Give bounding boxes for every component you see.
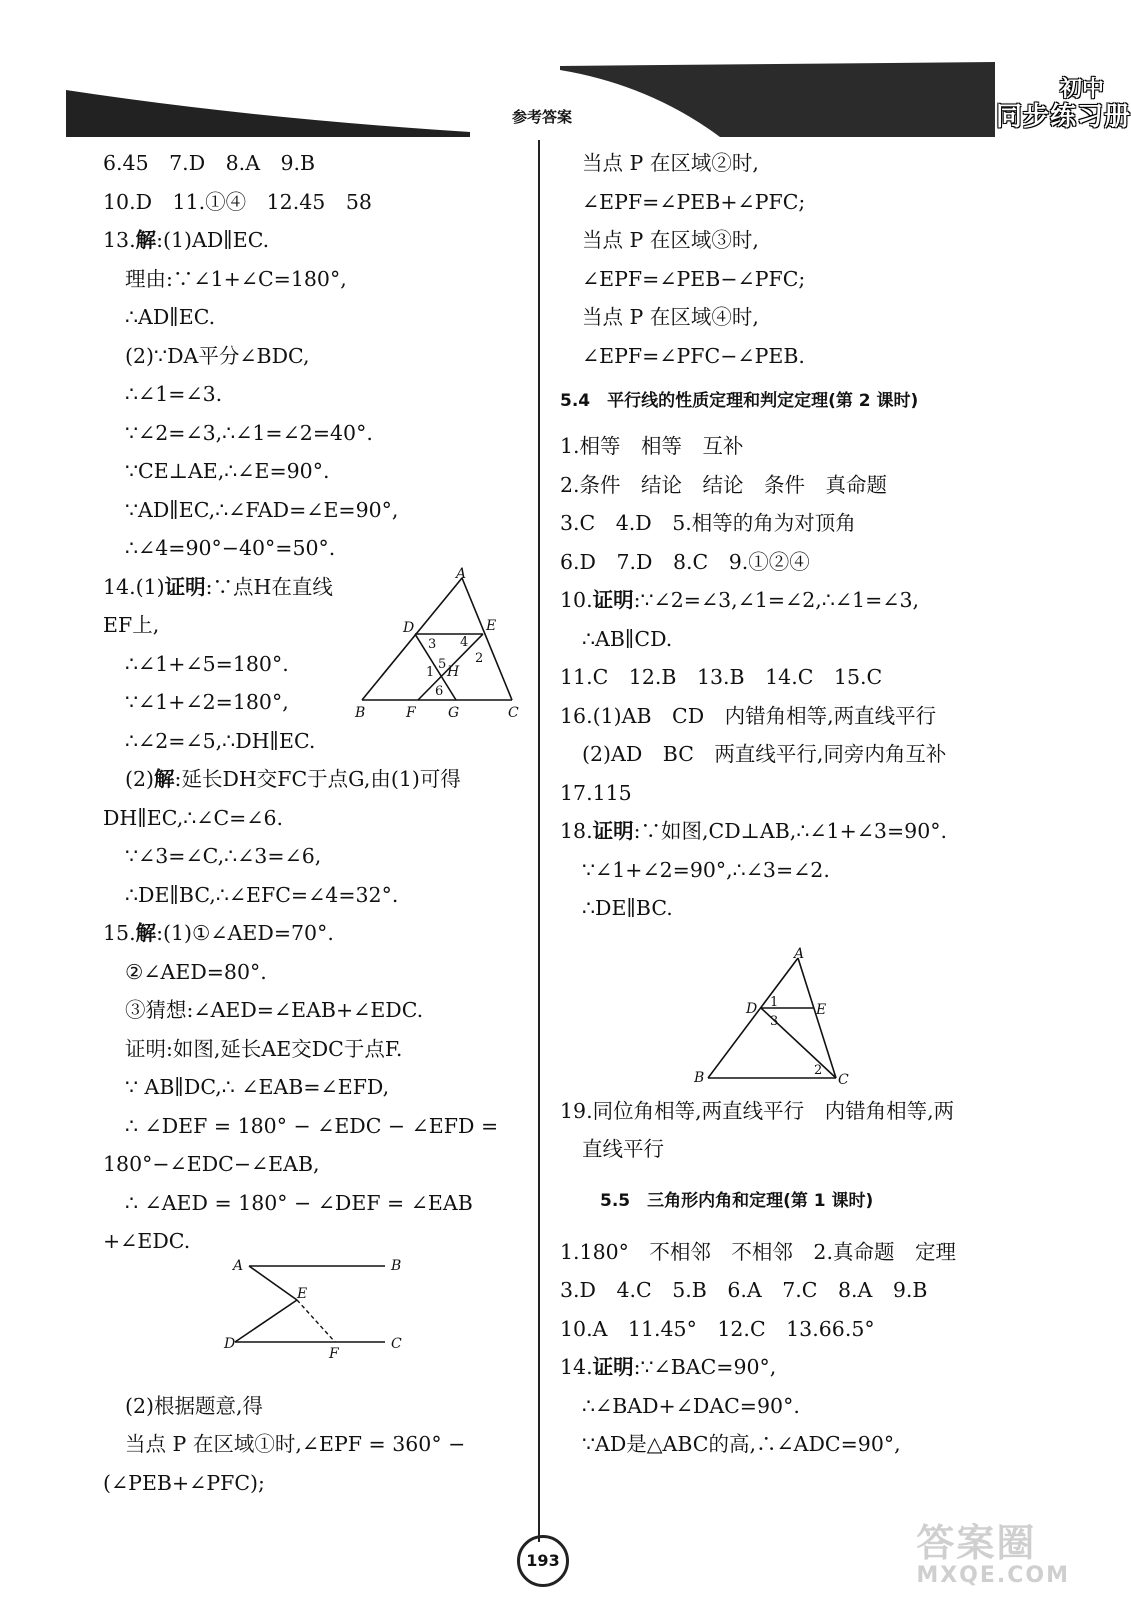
answer-line: ∵∠2=∠3,∴∠1=∠2=40°.	[125, 420, 373, 445]
angle-6: 6	[435, 684, 444, 699]
angle-3: 3	[770, 1014, 779, 1029]
brand-bottom: 同步练习册	[996, 102, 1131, 132]
label-D: D	[746, 1001, 758, 1017]
answer-line: 2.条件 结论 结论 条件 真命题	[560, 472, 888, 497]
answer-text: :∵点H在直线	[205, 574, 333, 599]
answer-line: ②∠AED=80°.	[125, 959, 267, 984]
answer-line: ∴AD∥EC.	[125, 305, 216, 329]
brand-top: 初中	[1060, 77, 1105, 102]
answer-line: ∴∠2=∠5,∴DH∥EC.	[125, 728, 316, 753]
solution-label: 解	[154, 767, 175, 791]
watermark-top: 答案圈	[916, 1521, 1037, 1565]
answer-line: ∴∠BAD+∠DAC=90°.	[582, 1393, 800, 1418]
answer-line: ∵AD∥EC,∴∠FAD=∠E=90°,	[125, 497, 399, 522]
answer-line: 6.D 7.D 8.C 9.①②④	[560, 549, 810, 574]
question-number: (2)	[125, 767, 155, 791]
label-D: D	[224, 1336, 236, 1352]
answer-text: :∵∠BAC=90°,	[633, 1355, 777, 1379]
answer-line: ∵CE⊥AE,∴∠E=90°.	[125, 459, 330, 483]
answer-line: ∵∠1+∠2=90°,∴∠3=∠2.	[582, 857, 830, 882]
label-E: E	[297, 1286, 308, 1302]
angle-2: 2	[814, 1063, 823, 1078]
answer-line	[560, 1348, 1030, 1387]
label-G: G	[448, 705, 460, 721]
answer-line: 11.C 12.B 13.B 14.C 15.C	[560, 665, 883, 689]
question-number: 10.	[560, 588, 593, 612]
label-B: B	[391, 1258, 402, 1274]
answer-line: ∴DE∥BC,∴∠EFC=∠4=32°.	[125, 882, 399, 907]
right-column	[560, 144, 1030, 1464]
answer-text: :延长DH交FC于点G,由(1)可得	[174, 767, 461, 791]
label-C: C	[391, 1336, 402, 1352]
answer-line: ∠EPF=∠PEB+∠PFC;	[582, 189, 806, 214]
triangle-figure-q14	[350, 566, 530, 724]
answer-line: ∵∠1+∠2=180°,	[125, 690, 289, 714]
answer-line: (2)根据题意,得	[125, 1393, 264, 1418]
answer-line: ∴∠1+∠5=180°.	[125, 651, 289, 676]
answer-line: ∵ AB∥DC,∴ ∠EAB=∠EFD,	[125, 1075, 390, 1099]
answer-line: ∴DE∥BC.	[582, 896, 673, 920]
label-A: A	[794, 946, 805, 962]
solution-label: 解	[135, 228, 157, 252]
answer-text: :(1)AD∥EC.	[156, 228, 270, 252]
label-B: B	[355, 705, 366, 721]
angle-1: 1	[426, 665, 435, 680]
answer-line: +∠EDC.	[103, 1229, 191, 1253]
answer-line: ∴∠1=∠3.	[125, 382, 223, 406]
label-C: C	[508, 705, 519, 721]
answer-line: ∴ ∠AED = 180° − ∠DEF = ∠EAB	[125, 1190, 473, 1215]
proof-label: 证明	[592, 819, 634, 843]
answer-line: ∵∠3=∠C,∴∠3=∠6,	[125, 844, 322, 868]
answer-text: :∵∠2=∠3,∠1=∠2,∴∠1=∠3,	[633, 588, 919, 612]
watermark-bottom: MXQE.COM	[916, 1563, 1070, 1588]
question-number: 14.	[560, 1355, 593, 1379]
answer-line: 当点 P 在区域②时,	[582, 151, 759, 175]
angle-3: 3	[428, 637, 437, 652]
parallel-lines-figure-q15	[225, 1254, 415, 1360]
header-decoration	[0, 0, 1084, 150]
section-title: 5.5 三角形内角和定理(第 1 课时)	[600, 1190, 874, 1211]
label-E: E	[816, 1002, 827, 1018]
answer-line: 3.C 4.D 5.相等的角为对顶角	[560, 511, 856, 535]
section-title: 5.4 平行线的性质定理和判定定理(第 2 课时)	[560, 391, 919, 411]
answer-line: ∠EPF=∠PFC−∠PEB.	[582, 343, 805, 368]
answer-line: 16.(1)AB CD 内错角相等,两直线平行	[560, 703, 937, 728]
label-E: E	[486, 618, 497, 634]
answer-line: 3.D 4.C 5.B 6.A 7.C 8.A 9.B	[560, 1278, 928, 1302]
answer-line	[560, 812, 1030, 851]
answer-line: (2)AD BC 两直线平行,同旁内角互补	[582, 742, 947, 766]
label-F: F	[329, 1346, 339, 1362]
answer-line: EF上,	[103, 613, 160, 637]
answer-text: :∵如图,CD⊥AB,∴∠1+∠3=90°.	[633, 819, 948, 843]
question-number: 15.	[103, 921, 136, 945]
answer-line: 10.A 11.45° 12.C 13.66.5°	[560, 1316, 875, 1341]
answer-line: ∴ ∠DEF = 180° − ∠EDC − ∠EFD =	[125, 1113, 499, 1138]
answer-line: 理由:∵∠1+∠C=180°,	[125, 266, 347, 291]
answer-line	[103, 221, 543, 260]
answer-line: 6.45 7.D 8.A 9.B	[103, 151, 316, 175]
answer-line: (∠PEB+∠PFC);	[103, 1470, 265, 1495]
answer-line: 当点 P 在区域①时,∠EPF = 360° −	[125, 1432, 466, 1456]
answer-line	[103, 914, 543, 953]
label-C: C	[838, 1072, 849, 1088]
answer-line	[560, 581, 1030, 620]
proof-label: 证明	[164, 574, 206, 599]
answer-line: ③猜想:∠AED=∠EAB+∠EDC.	[125, 998, 424, 1022]
angle-4: 4	[460, 635, 469, 650]
label-A: A	[456, 566, 467, 582]
page-header	[0, 0, 1131, 150]
label-A: A	[233, 1258, 244, 1274]
page-number: 193	[517, 1535, 569, 1587]
triangle-figure-q18	[690, 946, 860, 1090]
angle-1: 1	[770, 995, 779, 1010]
label-H: H	[447, 664, 460, 680]
answer-line: 1.180° 不相邻 不相邻 2.真命题 定理	[560, 1239, 956, 1264]
answer-line: (2)∵DA平分∠BDC,	[125, 343, 310, 368]
answer-line: ∠EPF=∠PEB−∠PFC;	[582, 266, 806, 291]
answer-line: 证明:如图,延长AE交DC于点F.	[125, 1036, 403, 1061]
answer-text: :(1)①∠AED=70°.	[156, 921, 334, 945]
answer-line	[103, 760, 543, 799]
angle-2: 2	[475, 651, 484, 666]
proof-label: 证明	[592, 588, 634, 612]
answer-line: ∴∠4=90°−40°=50°.	[125, 536, 336, 560]
answer-line: DH∥EC,∴∠C=∠6.	[103, 805, 284, 830]
solution-label: 解	[135, 921, 157, 945]
angle-5: 5	[438, 657, 447, 672]
answer-line: 1.相等 相等 互补	[560, 434, 744, 458]
answer-line: 17.115	[560, 780, 632, 805]
watermark	[916, 1512, 1070, 1588]
question-number: 13.	[103, 228, 136, 252]
answer-line: 180°−∠EDC−∠EAB,	[103, 1152, 320, 1176]
answer-line: 当点 P 在区域③时,	[582, 228, 759, 252]
proof-label: 证明	[592, 1355, 634, 1379]
question-number: 14.(1)	[103, 574, 165, 599]
answer-line: ∴AB∥CD.	[582, 626, 673, 651]
answer-line: 10.D 11.①④ 12.45 58	[103, 189, 372, 214]
label-B: B	[694, 1070, 705, 1086]
page-title: 参考答案	[511, 108, 572, 126]
label-D: D	[403, 620, 415, 636]
answer-line: ∵AD是△ABC的高,∴∠ADC=90°,	[582, 1432, 901, 1456]
answer-line: 19.同位角相等,两直线平行 内错角相等,两	[560, 1098, 955, 1123]
answer-line: 直线平行	[582, 1137, 664, 1161]
answer-line: 当点 P 在区域④时,	[582, 305, 759, 329]
label-F: F	[406, 705, 416, 721]
question-number: 18.	[560, 819, 593, 843]
